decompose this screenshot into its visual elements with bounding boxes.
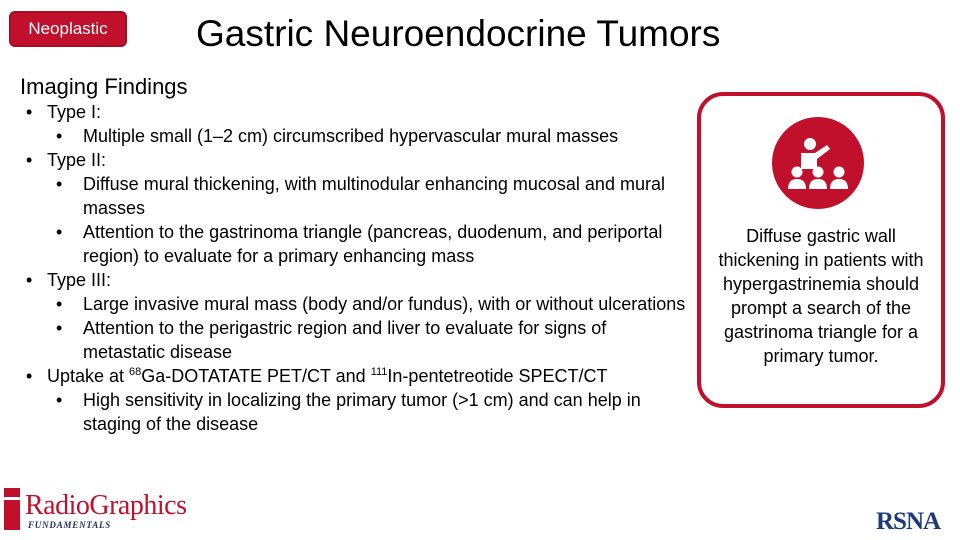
bullet-uptake-detail: • High sensitivity in localizing the primary tumor (>1 cm) and can help in staging of the disease <box>22 388 692 436</box>
bullet-type2: • Type II: <box>22 148 692 172</box>
uptake-prefix: Uptake at <box>47 366 130 386</box>
bullet-type3: • Type III: <box>22 268 692 292</box>
uptake-isotope-2: 111 <box>370 366 388 378</box>
uptake-suffix: In-pentetreotide SPECT/CT <box>387 366 608 386</box>
bullet-type2-detail-2: • Attention to the gastrinoma triangle (pancreas, duodenum, and periportal region) to evaluate for a primary enhancing mass <box>22 220 692 268</box>
logo-bar-bottom <box>4 500 20 530</box>
bullet-type2-detail-1: • Diffuse mural thickening, with multinodular enhancing mucosal and mural masses <box>22 172 692 220</box>
bullet-type3-detail-1: • Large invasive mural mass (body and/or fundus), with or without ulcerations <box>22 292 692 316</box>
rsna-logo: RSNA <box>876 508 941 535</box>
page-title: Gastric Neuroendocrine Tumors <box>196 13 721 54</box>
fundamentals-wordmark: FUNDAMENTALS <box>28 520 112 530</box>
neoplastic-badge: Neoplastic <box>9 11 127 47</box>
section-title: Imaging Findings <box>20 74 188 99</box>
radiographics-logo <box>4 488 194 532</box>
uptake-mid: Ga-DOTATATE PET/CT and <box>141 366 371 386</box>
bullet-type1: • Type I: <box>22 100 692 124</box>
bullet-type3-detail-2: • Attention to the perigastric region and liver to evaluate for signs of metastatic disease <box>22 316 692 364</box>
bullet-type1-detail: • Multiple small (1–2 cm) circumscribed hypervascular mural masses <box>22 124 692 148</box>
presenter-audience-icon <box>772 117 864 209</box>
logo-bar-top <box>4 488 20 497</box>
radiographics-wordmark: RadioGraphics <box>25 490 187 521</box>
uptake-isotope-1: 68 <box>129 366 142 378</box>
bullet-uptake <box>22 364 692 388</box>
teaching-point-callout <box>697 92 945 408</box>
findings-list <box>22 100 692 436</box>
teaching-point-text: Diffuse gastric wall thickening in patients with hypergastrinemia should prompt a search of the gastrinoma triangle for a primary tumor. <box>718 226 924 366</box>
